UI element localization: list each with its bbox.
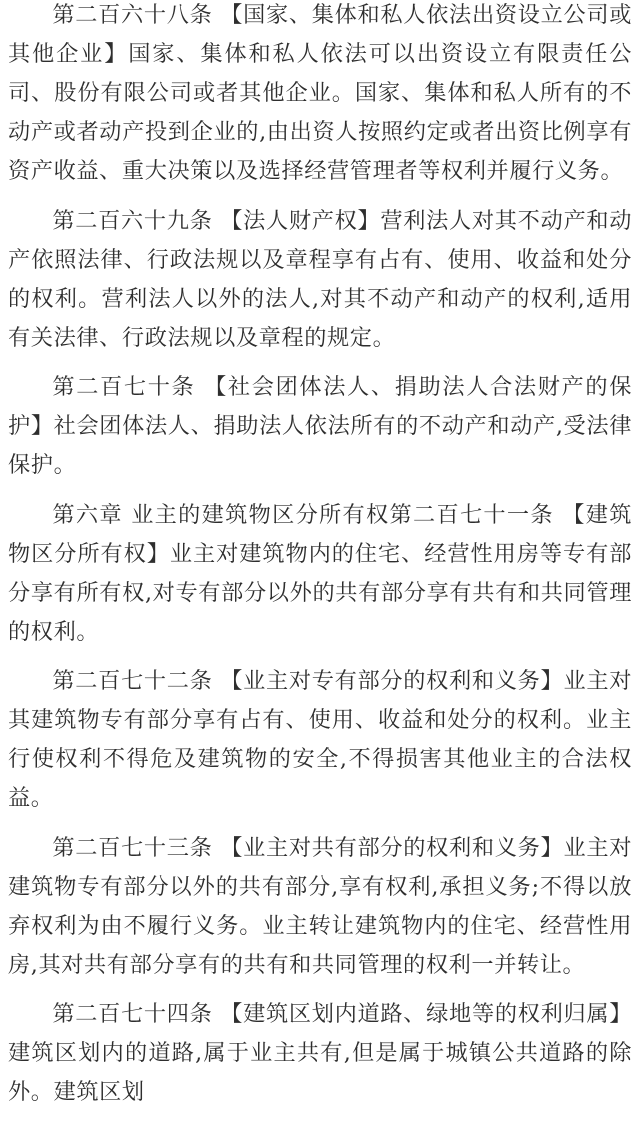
article-heading: 第六章 业主的建筑物区分所有权第二百七十一条 【建筑物区分所有权】 xyxy=(8,501,632,567)
article-heading: 第二百六十九条 【法人财产权】 xyxy=(52,207,381,234)
article-body: 业主对建筑物专有部分以外的共有部分,享有权利,承担义务;不得以放弃权利为由不履行义务。业主转让建筑物内的住宅、经营性用房,其对共有部分享有的共有和共同管理的权利一并转让。 xyxy=(8,834,632,978)
article-heading: 第二百七十条 【社会团体法人、捐助法人合法财产的保护】 xyxy=(8,374,632,439)
article-heading: 第二百七十二条 【业主对专有部分的权利和义务】 xyxy=(52,668,564,694)
article-body: 营利法人对其不动产和动产依照法律、行政法规以及章程享有占有、使用、收益和处分的权利。营利法人以外的法人,对其不动产和动产的权利,适用有关法律、行政法规以及章程的规定。 xyxy=(8,207,632,351)
article-body: 国家、集体和私人依法可以出资设立有限责任公司、股份有限公司或者其他企业。国家、集体和私人所有的不动产或者动产投到企业的,由出资人按照约定或者出资比例享有资产收益、重大决策以及选择经营管理者等权利并履行义务。 xyxy=(8,41,632,184)
article-body: 业主对建筑物内的住宅、经营性用房等专有部分享有所有权,对专有部分以外的共有部分享有共有和共同管理的权利。 xyxy=(8,540,633,645)
article-269 xyxy=(8,202,632,358)
article-heading: 第二百六十八条 【国家、集体和私人依法出资设立公司或其他企业】 xyxy=(8,2,632,67)
article-body: 建筑区划内的道路,属于业主共有,但是属于城镇公共道路的除外。建筑区划 xyxy=(8,1040,632,1105)
article-271 xyxy=(8,496,632,652)
article-body: 业主对其建筑物专有部分享有占有、使用、收益和处分的权利。业主行使权利不得危及建筑物的安全,不得损害其他业主的合法权益。 xyxy=(8,668,632,811)
article-body: 社会团体法人、捐助法人依法所有的不动产和动产,受法律保护。 xyxy=(8,413,632,478)
article-268 xyxy=(8,0,632,191)
article-270 xyxy=(8,368,632,485)
article-heading: 第二百七十三条 【业主对共有部分的权利和义务】 xyxy=(52,834,564,861)
document-page xyxy=(8,0,632,1123)
article-274 xyxy=(8,995,632,1112)
article-273 xyxy=(8,829,632,985)
article-heading: 第二百七十四条 【建筑区划内道路、绿地等的权利归属】 xyxy=(52,1001,632,1027)
article-272 xyxy=(8,662,632,818)
